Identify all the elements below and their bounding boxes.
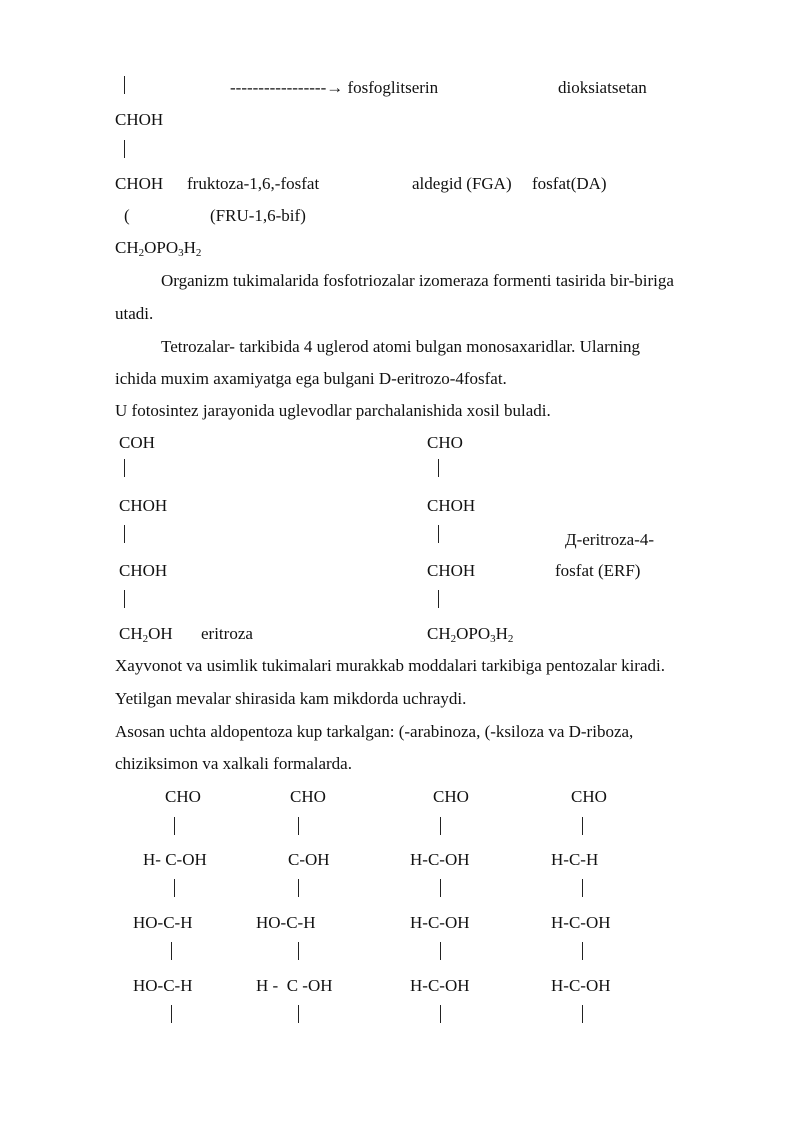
bond-line: [298, 817, 299, 835]
bond-line: [438, 525, 439, 543]
formula-ch2opo3h2: $CH_2OPO_3H_2$: [427, 624, 514, 645]
bond-line: [124, 140, 125, 158]
paragraph-line: Organizm tukimalarida fosfotriozalar izomeraza formenti tasirida bir-biriga: [161, 271, 674, 290]
bond-line: [438, 459, 439, 477]
formula-cho: CHO: [427, 433, 463, 452]
paragraph-line: Asosan uchta aldopentoza kup tarkalgan: (-arabinoza, (-ksiloza va D-riboza,: [115, 722, 634, 741]
pentose-row: H - C -OH: [256, 976, 333, 995]
paragraph-line: Xayvonot va usimlik tukimalari murakkab moddalari tarkibiga pentozalar kiradi.: [115, 656, 665, 675]
fosfat-da-label: fosfat(DA): [532, 174, 607, 193]
formula-ch2oh: $CH_2OH$: [119, 624, 173, 645]
bond-line: [440, 879, 441, 897]
bond-line: [174, 879, 175, 897]
pentose-row: H-C-OH: [410, 913, 470, 932]
paragraph-line: U fotosintez jarayonida uglevodlar parchalanishida xosil buladi.: [115, 401, 551, 420]
formula-choh: CHOH: [115, 174, 164, 193]
bond-line: [174, 817, 175, 835]
bond-line: [171, 1005, 172, 1023]
arrow-fosfoglitserin: -----------------→ fosfoglitserin: [230, 78, 439, 97]
bond-line: [440, 942, 441, 960]
bond-line: [582, 942, 583, 960]
bond-line: [440, 817, 441, 835]
aldegid-label: aldegid (FGA): [412, 174, 512, 193]
pentose-cho: CHO: [433, 787, 469, 806]
fru-bif-label: (FRU-1,6-bif): [210, 206, 306, 225]
bond-line: [124, 590, 125, 608]
formula-choh: CHOH: [427, 561, 476, 580]
bond-line: [582, 879, 583, 897]
bond-line: [124, 459, 125, 477]
bond-line: [171, 942, 172, 960]
pentose-row: H- C-OH: [143, 850, 207, 869]
pentose-row: H-C-OH: [551, 913, 611, 932]
bond-line: [124, 76, 125, 94]
pentose-row: HO-C-H: [256, 913, 316, 932]
formula-choh: CHOH: [427, 496, 476, 515]
pentose-cho: CHO: [571, 787, 607, 806]
bond-line: [298, 879, 299, 897]
paragraph-line: Yetilgan mevalar shirasida kam mikdorda uchraydi.: [115, 689, 467, 708]
pentose-cho: CHO: [165, 787, 201, 806]
pentose-row: C-OH: [288, 850, 330, 869]
formula-choh: CHOH: [115, 110, 164, 129]
erf-label-line2: fosfat (ERF): [555, 561, 641, 580]
pentose-row: H-C-H: [551, 850, 599, 869]
pentose-row: HO-C-H: [133, 976, 193, 995]
formula-ch2opo3h2: $CH_2OPO_3H_2$: [115, 238, 202, 259]
fruktoza-label: fruktoza-1,6,-fosfat: [187, 174, 320, 193]
formula-coh: COH: [119, 433, 155, 452]
bond-line: [582, 817, 583, 835]
bond-line: [582, 1005, 583, 1023]
pentose-row: H-C-OH: [551, 976, 611, 995]
paragraph-line: ichida muxim axamiyatga ega bulgani D-eritrozo-4fosfat.: [115, 369, 507, 388]
paragraph-line: utadi.: [115, 304, 154, 323]
pentose-cho: CHO: [290, 787, 326, 806]
erf-label-line1: Д-eritroza-4-: [565, 530, 654, 549]
bond-line: [298, 1005, 299, 1023]
dioksiatsetan-label: dioksiatsetan: [558, 78, 647, 97]
pentose-row: HO-C-H: [133, 913, 193, 932]
bond-line: [124, 525, 125, 543]
bond-line: [438, 590, 439, 608]
pentose-row: H-C-OH: [410, 976, 470, 995]
bond-line: [298, 942, 299, 960]
formula-choh: CHOH: [119, 496, 168, 515]
formula-choh: CHOH: [119, 561, 168, 580]
bond-paren: (: [124, 206, 130, 225]
pentose-row: H-C-OH: [410, 850, 470, 869]
eritroza-label: eritroza: [201, 624, 253, 643]
paragraph-line: chiziksimon va xalkali formalarda.: [115, 754, 352, 773]
paragraph-line: Tetrozalar- tarkibida 4 uglerod atomi bulgan monosaxaridlar. Ularning: [161, 337, 641, 356]
bond-line: [440, 1005, 441, 1023]
